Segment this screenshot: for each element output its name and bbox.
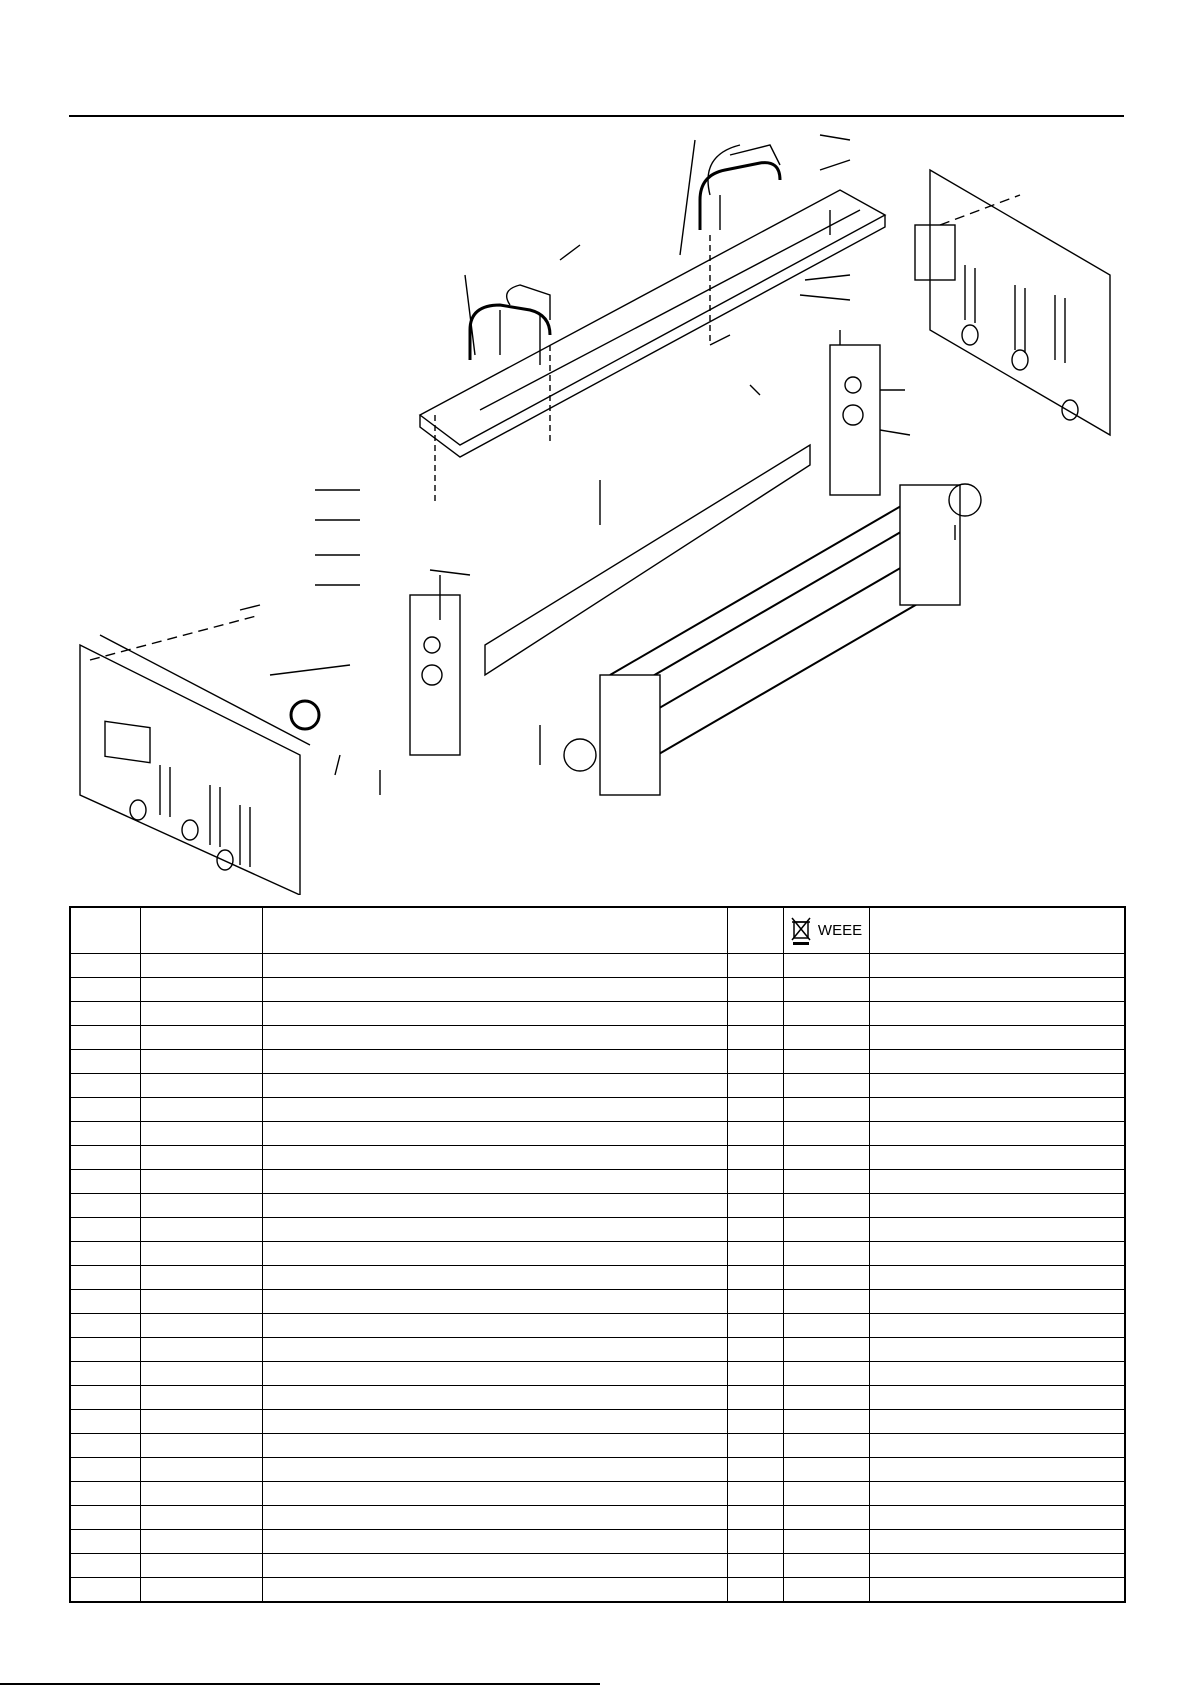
table-row	[70, 1362, 1125, 1386]
drive-gear	[291, 701, 319, 729]
table-cell	[140, 1410, 262, 1434]
table-cell	[727, 1434, 783, 1458]
table-cell	[262, 1266, 727, 1290]
table-cell	[869, 1578, 1125, 1603]
table-cell	[262, 1434, 727, 1458]
table-cell	[70, 1338, 140, 1362]
table-cell	[140, 1314, 262, 1338]
table-cell	[70, 1074, 140, 1098]
table-cell	[262, 978, 727, 1002]
table-cell	[727, 1266, 783, 1290]
table-cell	[70, 1506, 140, 1530]
table-cell	[727, 1146, 783, 1170]
table-cell	[262, 1146, 727, 1170]
table-cell	[869, 1122, 1125, 1146]
table-row	[70, 1194, 1125, 1218]
table-cell	[783, 1530, 869, 1554]
table-cell	[783, 1266, 869, 1290]
table-cell	[727, 978, 783, 1002]
table-cell	[140, 954, 262, 978]
table-cell	[727, 1098, 783, 1122]
table-cell	[70, 954, 140, 978]
table-row	[70, 978, 1125, 1002]
table-cell	[783, 1410, 869, 1434]
parts-table	[69, 906, 1126, 1603]
table-cell	[262, 1002, 727, 1026]
table-cell	[727, 1458, 783, 1482]
table-row	[70, 1410, 1125, 1434]
table-cell	[70, 978, 140, 1002]
table-cell	[70, 1530, 140, 1554]
table-cell	[140, 1194, 262, 1218]
table-cell	[140, 1362, 262, 1386]
table-cell	[869, 1242, 1125, 1266]
weee-bin-icon	[790, 916, 812, 946]
table-cell	[869, 1266, 1125, 1290]
table-cell	[869, 1314, 1125, 1338]
table-cell	[140, 1146, 262, 1170]
table-cell	[262, 1098, 727, 1122]
table-cell	[727, 1050, 783, 1074]
table-cell	[783, 1122, 869, 1146]
table-cell	[70, 1314, 140, 1338]
table-cell	[869, 1386, 1125, 1410]
table-cell	[140, 1554, 262, 1578]
table-cell	[783, 1554, 869, 1578]
table-cell	[262, 1218, 727, 1242]
table-cell	[140, 1386, 262, 1410]
table-row	[70, 1482, 1125, 1506]
table-cell	[727, 1194, 783, 1218]
table-cell	[70, 1242, 140, 1266]
table-row	[70, 1170, 1125, 1194]
table-cell	[140, 1026, 262, 1050]
right-side-bracket	[830, 345, 880, 495]
table-cell	[869, 1554, 1125, 1578]
parts-table-body	[70, 954, 1125, 1603]
table-cell	[727, 1554, 783, 1578]
table-cell	[70, 1194, 140, 1218]
table-cell	[783, 978, 869, 1002]
table-header-row	[70, 907, 1125, 954]
table-cell	[783, 1026, 869, 1050]
table-cell	[70, 1386, 140, 1410]
table-cell	[869, 1194, 1125, 1218]
table-cell	[262, 1074, 727, 1098]
table-cell	[783, 1386, 869, 1410]
table-cell	[783, 1362, 869, 1386]
table-row	[70, 1338, 1125, 1362]
table-cell	[70, 1578, 140, 1603]
table-cell	[783, 1578, 869, 1603]
diagram-svg	[60, 115, 1130, 895]
table-cell	[70, 1218, 140, 1242]
table-cell	[727, 1338, 783, 1362]
table-cell	[70, 1434, 140, 1458]
table-cell	[869, 1098, 1125, 1122]
table-cell	[140, 1434, 262, 1458]
table-row	[70, 1434, 1125, 1458]
table-cell	[869, 1362, 1125, 1386]
table-cell	[783, 1458, 869, 1482]
table-cell	[869, 1506, 1125, 1530]
table-cell	[869, 954, 1125, 978]
table-row	[70, 1290, 1125, 1314]
table-cell	[727, 1506, 783, 1530]
table-cell	[783, 1314, 869, 1338]
table-cell	[262, 1362, 727, 1386]
table-cell	[783, 1098, 869, 1122]
table-cell	[262, 1338, 727, 1362]
table-cell	[869, 1218, 1125, 1242]
table-cell	[727, 1122, 783, 1146]
table-row	[70, 1074, 1125, 1098]
table-cell	[783, 954, 869, 978]
table-cell	[262, 1410, 727, 1434]
table-row	[70, 1506, 1125, 1530]
header-cell-ref	[70, 907, 140, 954]
table-cell	[140, 1098, 262, 1122]
table-cell	[783, 1290, 869, 1314]
table-row	[70, 1002, 1125, 1026]
header-cell-description	[262, 907, 727, 954]
table-cell	[262, 1290, 727, 1314]
cross-bar	[485, 445, 810, 675]
table-cell	[869, 1410, 1125, 1434]
table-cell	[140, 1242, 262, 1266]
table-cell	[262, 1578, 727, 1603]
table-cell	[783, 1170, 869, 1194]
table-cell	[727, 954, 783, 978]
weee-label: WEEE	[817, 922, 863, 939]
table-row	[70, 1146, 1125, 1170]
table-cell	[140, 1458, 262, 1482]
table-cell	[70, 1482, 140, 1506]
table-row	[70, 1266, 1125, 1290]
exploded-parts-diagram	[60, 115, 1130, 895]
header-cell-remarks	[869, 907, 1125, 954]
table-cell	[70, 1026, 140, 1050]
table-cell	[140, 1170, 262, 1194]
table-cell	[140, 1482, 262, 1506]
table-cell	[262, 1314, 727, 1338]
table-cell	[70, 1410, 140, 1434]
table-cell	[140, 1074, 262, 1098]
table-cell	[70, 1170, 140, 1194]
header-cell-weee	[783, 907, 869, 954]
table-cell	[727, 1578, 783, 1603]
table-row	[70, 1530, 1125, 1554]
table-cell	[140, 1266, 262, 1290]
table-cell	[783, 1434, 869, 1458]
table-cell	[70, 1362, 140, 1386]
table-cell	[727, 1314, 783, 1338]
table-cell	[783, 1050, 869, 1074]
table-cell	[783, 1242, 869, 1266]
table-cell	[262, 1458, 727, 1482]
table-cell	[140, 1338, 262, 1362]
table-cell	[783, 1074, 869, 1098]
header-cell-part-number	[140, 907, 262, 954]
table-cell	[783, 1338, 869, 1362]
table-cell	[140, 1578, 262, 1603]
table-cell	[869, 1002, 1125, 1026]
table-cell	[869, 1074, 1125, 1098]
table-cell	[869, 978, 1125, 1002]
table-cell	[262, 1386, 727, 1410]
table-cell	[70, 1050, 140, 1074]
table-cell	[727, 1218, 783, 1242]
table-cell	[140, 1506, 262, 1530]
table-row	[70, 954, 1125, 978]
table-cell	[869, 1026, 1125, 1050]
table-row	[70, 1122, 1125, 1146]
table-cell	[140, 1290, 262, 1314]
right-side-frame	[915, 170, 1110, 435]
table-cell	[70, 1266, 140, 1290]
table-cell	[727, 1482, 783, 1506]
table-cell	[727, 1530, 783, 1554]
table-cell	[783, 1002, 869, 1026]
table-cell	[262, 1482, 727, 1506]
table-row	[70, 1386, 1125, 1410]
table-cell	[70, 1554, 140, 1578]
table-cell	[262, 1506, 727, 1530]
table-cell	[262, 1554, 727, 1578]
table-cell	[783, 1482, 869, 1506]
table-cell	[869, 1458, 1125, 1482]
table-cell	[70, 1146, 140, 1170]
table-cell	[262, 1170, 727, 1194]
table-cell	[869, 1338, 1125, 1362]
table-cell	[727, 1362, 783, 1386]
table-cell	[727, 1386, 783, 1410]
table-cell	[70, 1002, 140, 1026]
table-cell	[140, 1530, 262, 1554]
table-cell	[262, 1194, 727, 1218]
table-cell	[869, 1434, 1125, 1458]
table-cell	[727, 1290, 783, 1314]
table-cell	[783, 1506, 869, 1530]
table-cell	[70, 1122, 140, 1146]
table-cell	[262, 1026, 727, 1050]
table-row	[70, 1554, 1125, 1578]
table-cell	[140, 978, 262, 1002]
table-row	[70, 1578, 1125, 1603]
table-row	[70, 1050, 1125, 1074]
table-cell	[140, 1002, 262, 1026]
table-cell	[262, 1530, 727, 1554]
table-cell	[869, 1050, 1125, 1074]
table-cell	[727, 1074, 783, 1098]
table-cell	[869, 1146, 1125, 1170]
table-cell	[262, 1122, 727, 1146]
table-cell	[727, 1242, 783, 1266]
table-cell	[869, 1170, 1125, 1194]
table-row	[70, 1314, 1125, 1338]
table-cell	[140, 1218, 262, 1242]
table-cell	[262, 1050, 727, 1074]
table-cell	[262, 954, 727, 978]
table-cell	[783, 1194, 869, 1218]
table-cell	[140, 1122, 262, 1146]
table-cell	[783, 1218, 869, 1242]
table-row	[70, 1218, 1125, 1242]
table-cell	[727, 1026, 783, 1050]
right-handle	[700, 163, 780, 230]
table-cell	[70, 1098, 140, 1122]
top-plate	[420, 145, 885, 457]
table-cell	[869, 1290, 1125, 1314]
table-row	[70, 1098, 1125, 1122]
table-cell	[869, 1482, 1125, 1506]
table-cell	[783, 1146, 869, 1170]
table-row	[70, 1026, 1125, 1050]
table-cell	[70, 1290, 140, 1314]
left-side-bracket	[410, 595, 460, 755]
table-cell	[262, 1242, 727, 1266]
table-cell	[140, 1050, 262, 1074]
table-row	[70, 1242, 1125, 1266]
table-cell	[727, 1410, 783, 1434]
table-cell	[70, 1458, 140, 1482]
table-row	[70, 1458, 1125, 1482]
table-cell	[727, 1170, 783, 1194]
table-cell	[869, 1530, 1125, 1554]
table-cell	[727, 1002, 783, 1026]
header-cell-quantity	[727, 907, 783, 954]
roller-assembly	[564, 484, 981, 795]
